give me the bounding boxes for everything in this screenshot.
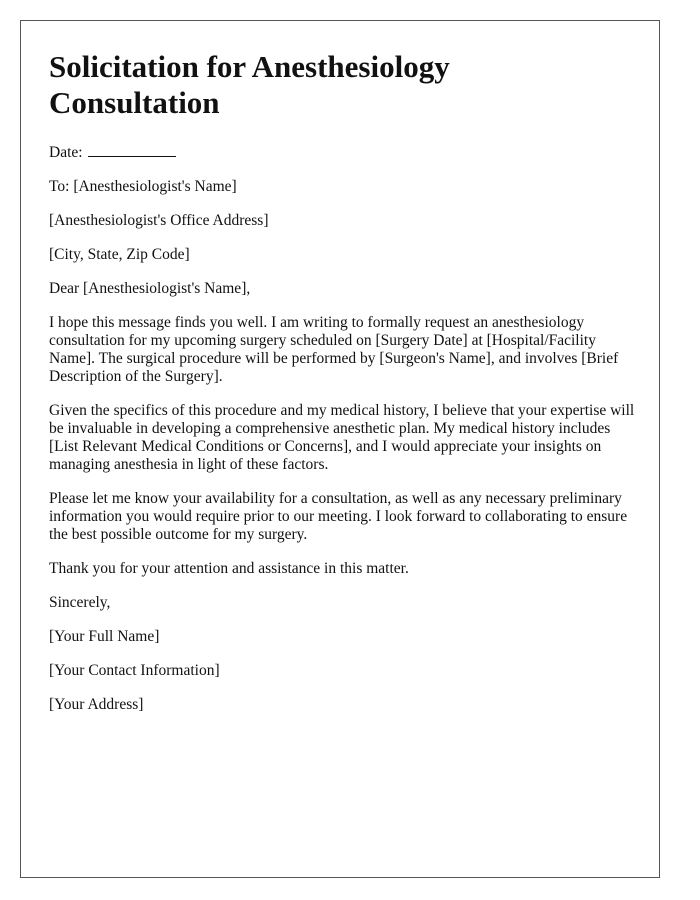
letter-content — [49, 49, 639, 730]
sender-contact-info: [Your Contact Information] — [49, 662, 220, 679]
letter-page — [20, 20, 660, 878]
date-line — [49, 144, 639, 162]
recipient-office-address: [Anesthesiologist's Office Address] — [49, 212, 269, 229]
letter-title — [49, 49, 639, 121]
date-blank-field — [88, 144, 176, 157]
date-label: Date: — [49, 144, 83, 161]
body-paragraph-2: Given the specifics of this procedure and my medical history, I believe that your expertise will be invaluable in developing a comprehensive anesthetic plan. My medical history includes [List Relevant Medical Conditions or Concerns], and I would appreciate your insights on managing anesthesia in light of these factors. — [49, 402, 635, 473]
body-paragraph-4: Thank you for your attention and assistance in this matter. — [49, 560, 409, 577]
salutation: Dear [Anesthesiologist's Name], — [49, 280, 251, 297]
closing: Sincerely, — [49, 594, 111, 611]
letter-title-line-1: Solicitation for Anesthesiology — [49, 49, 450, 84]
sender-address: [Your Address] — [49, 696, 144, 713]
recipient-city-state-zip: [City, State, Zip Code] — [49, 246, 190, 263]
recipient-line: To: [Anesthesiologist's Name] — [49, 178, 237, 195]
body-paragraph-3: Please let me know your availability for a consultation, as well as any necessary preliminary information you would require prior to our meeting. I look forward to collaborating to ensure the best possible outcome for my surgery. — [49, 490, 628, 543]
body-paragraph-1: I hope this message finds you well. I am writing to formally request an anesthesiology consultation for my upcoming surgery scheduled on [Surgery Date] at [Hospital/Facility Name]. The surgical procedure will be performed by [Surgeon's Name], and involves [Brief Description of the Surgery]. — [49, 314, 619, 385]
sender-full-name: [Your Full Name] — [49, 628, 160, 645]
letter-title-line-2: Consultation — [49, 85, 220, 120]
